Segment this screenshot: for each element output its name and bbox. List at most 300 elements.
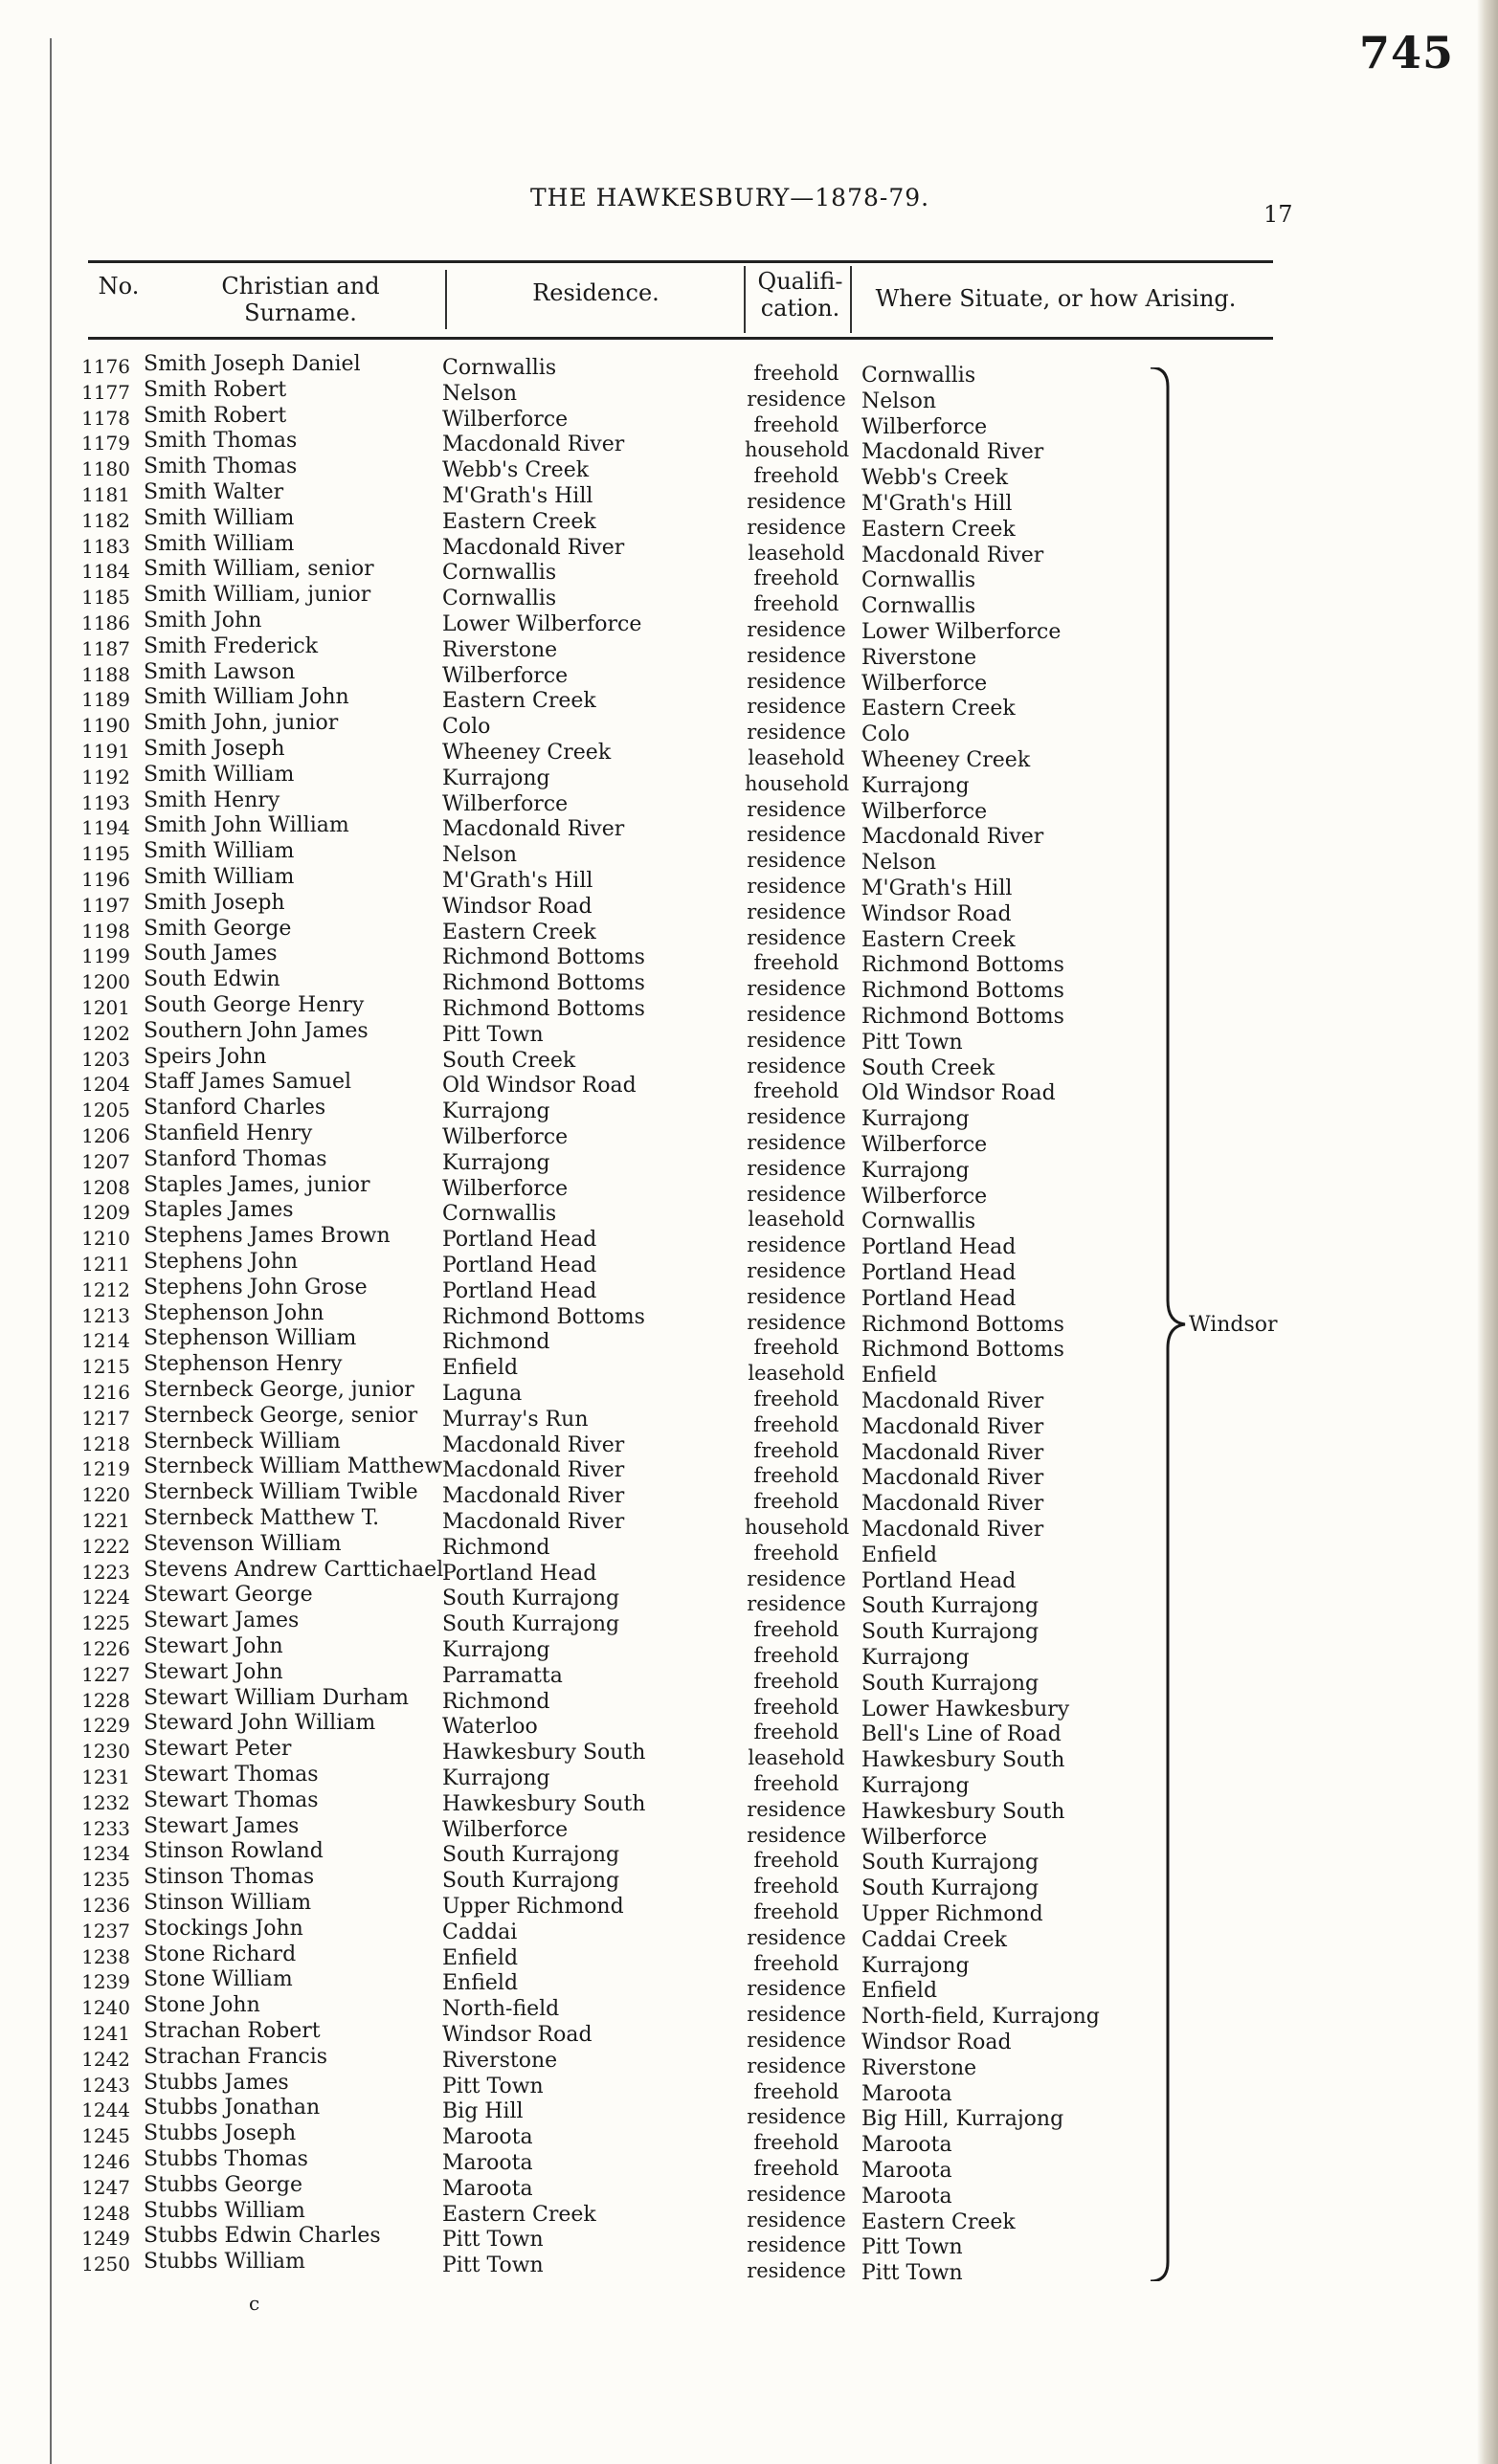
table-row [0, 377, 1263, 413]
entry-where-situate: Old Windsor Road [861, 1081, 1056, 1106]
entry-number: 1210 [81, 1227, 130, 1251]
table-row [0, 455, 1263, 491]
entry-where-situate: Macdonald River [861, 1466, 1044, 1491]
entry-number: 1202 [81, 1021, 130, 1045]
table-row [0, 1224, 1263, 1260]
entry-number: 1233 [81, 1816, 130, 1840]
entry-name: Stewart James [144, 1813, 300, 1838]
entry-where-situate: Windsor Road [861, 901, 1012, 926]
entry-name: Strachan Robert [144, 2019, 321, 2043]
entry-number: 1178 [81, 406, 130, 430]
entry-qualification: household [745, 1516, 850, 1539]
entry-name: Stephens John Grose [144, 1275, 368, 1299]
entry-residence: Kurrajong [442, 1638, 550, 1662]
entry-residence: Maroota [442, 2125, 533, 2150]
table-row [0, 1737, 1263, 1773]
table-row [0, 916, 1263, 952]
table-row [0, 1763, 1263, 1798]
table-row [0, 1583, 1263, 1619]
entry-number: 1206 [81, 1124, 130, 1147]
table-row [0, 1506, 1263, 1542]
entry-where-situate: South Kurrajong [861, 1620, 1040, 1645]
entry-where-situate: Lower Hawkesbury [861, 1697, 1070, 1721]
entry-where-situate: Kurrajong [861, 1158, 970, 1183]
table-row [0, 1787, 1263, 1824]
entry-number: 1227 [81, 1662, 130, 1686]
entry-where-situate: South Kurrajong [861, 1671, 1040, 1696]
entry-name: Stephens John [144, 1250, 299, 1274]
table-row [0, 1172, 1263, 1209]
entry-residence: Pitt Town [442, 2253, 544, 2278]
table-row [0, 993, 1263, 1029]
table-row [0, 1250, 1263, 1285]
entry-residence: Eastern Creek [442, 689, 596, 714]
table-row [0, 1891, 1263, 1926]
entry-name: Sternbeck George, junior [144, 1378, 414, 1402]
entry-qualification: leasehold [748, 541, 845, 565]
entry-residence: M'Grath's Hill [442, 869, 593, 893]
entry-residence: Cornwallis [442, 356, 557, 380]
entry-qualification: leasehold [748, 1362, 845, 1386]
column-header-residence: Residence. [532, 279, 660, 306]
entry-number: 1187 [81, 636, 130, 660]
entry-name: Stephens James Brown [144, 1224, 391, 1249]
entry-number: 1211 [81, 1253, 130, 1276]
entry-qualification: freehold [753, 2079, 839, 2103]
entry-where-situate: Eastern Creek [861, 2209, 1016, 2234]
entry-name: Staples James [144, 1198, 294, 1223]
entry-qualification: residence [747, 2053, 846, 2077]
entry-where-situate: Wilberforce [861, 671, 988, 696]
entry-number: 1235 [81, 1868, 130, 1892]
entry-number: 1241 [81, 2022, 130, 2045]
entry-name: Stone Richard [144, 1942, 297, 1966]
entry-number: 1214 [81, 1329, 130, 1353]
entry-residence: Riverstone [442, 2048, 558, 2073]
entry-qualification: residence [747, 1310, 846, 1334]
entry-residence: Pitt Town [442, 2228, 544, 2253]
entry-name: Stephenson William [144, 1326, 357, 1351]
entry-number: 1247 [81, 2175, 130, 2199]
entry-where-situate: Lower Wilberforce [861, 620, 1062, 644]
entry-residence: Wilberforce [442, 1176, 569, 1201]
entry-name: Stevenson William [144, 1531, 342, 1556]
entry-residence: Wheeney Creek [442, 741, 612, 765]
entry-name: Smith George [144, 916, 292, 941]
entry-number: 1232 [81, 1790, 130, 1814]
entry-where-situate: Macdonald River [861, 1389, 1044, 1413]
table-row [0, 659, 1263, 696]
table-header-rule [88, 337, 1273, 340]
table-row [0, 1967, 1263, 2004]
entry-name: Stinson William [144, 1891, 312, 1915]
table-row [0, 2019, 1263, 2054]
sheet-number: 17 [1263, 201, 1293, 228]
table-row [0, 1865, 1263, 1901]
table-row [0, 2044, 1263, 2080]
entry-qualification: freehold [753, 1618, 839, 1642]
table-row [0, 1378, 1263, 1413]
entry-name: Stewart George [144, 1583, 313, 1608]
entry-qualification: freehold [753, 951, 839, 975]
entry-name: Stewart John [144, 1659, 283, 1684]
table-row [0, 1711, 1263, 1747]
entry-name: Strachan Francis [144, 2044, 328, 2069]
table-row [0, 1429, 1263, 1465]
table-row [0, 1044, 1263, 1080]
entry-where-situate: Cornwallis [861, 594, 976, 619]
right-brace [1149, 367, 1187, 2281]
entry-name: Smith Henry [144, 788, 280, 812]
entry-qualification: residence [747, 669, 846, 693]
entry-qualification: residence [747, 2208, 846, 2231]
table-row [0, 2250, 1263, 2286]
entry-qualification: residence [747, 1797, 846, 1821]
table-row [0, 1634, 1263, 1670]
entry-name: Stone John [144, 1993, 260, 2018]
entry-qualification: freehold [753, 362, 839, 385]
entry-residence: Richmond Bottoms [442, 1304, 645, 1329]
table-row [0, 2070, 1263, 2106]
entry-number: 1195 [81, 842, 130, 866]
entry-qualification: residence [747, 1977, 846, 2001]
entry-residence: Enfield [442, 1356, 519, 1381]
entry-qualification: household [745, 771, 850, 795]
entry-number: 1183 [81, 534, 130, 558]
entry-residence: Wilberforce [442, 663, 569, 688]
entry-qualification: residence [747, 1233, 846, 1257]
entry-number: 1197 [81, 893, 130, 917]
entry-where-situate: Enfield [861, 1364, 938, 1388]
table-row [0, 1275, 1263, 1311]
entry-qualification: residence [747, 1003, 846, 1026]
entry-where-situate: Portland Head [861, 1568, 1017, 1593]
entry-name: Sternbeck George, senior [144, 1403, 418, 1428]
entry-number: 1222 [81, 1534, 130, 1558]
entry-qualification: freehold [753, 1849, 839, 1873]
table-row [0, 531, 1263, 567]
table-row [0, 1839, 1263, 1876]
entry-name: Stewart John [144, 1634, 283, 1658]
entry-qualification: residence [747, 1156, 846, 1180]
entry-residence: South Creek [442, 1048, 576, 1073]
table-row [0, 480, 1263, 516]
entry-residence: Kurrajong [442, 1766, 550, 1790]
table-row [0, 685, 1263, 721]
entry-qualification: residence [747, 695, 846, 719]
entry-name: Stone William [144, 1967, 293, 1992]
entry-name: Sternbeck William [144, 1429, 341, 1454]
entry-number: 1177 [81, 380, 130, 404]
entry-number: 1220 [81, 1483, 130, 1507]
entry-qualification: freehold [753, 1541, 839, 1565]
entry-qualification: residence [747, 925, 846, 949]
entry-name: Stubbs William [144, 2198, 305, 2223]
entry-number: 1189 [81, 688, 130, 712]
entry-where-situate: Cornwallis [861, 568, 976, 593]
entry-number: 1246 [81, 2150, 130, 2173]
entry-residence: Wilberforce [442, 1817, 569, 1842]
entry-qualification: freehold [753, 1951, 839, 1975]
entry-qualification: freehold [753, 1772, 839, 1795]
entry-where-situate: South Kurrajong [861, 1851, 1040, 1876]
entry-residence: Richmond [442, 1689, 550, 1714]
column-header-qualification [752, 268, 848, 322]
entry-where-situate: Eastern Creek [861, 517, 1016, 542]
entry-number: 1250 [81, 2253, 130, 2276]
entry-residence: Pitt Town [442, 2074, 544, 2098]
entry-where-situate: Kurrajong [861, 773, 970, 798]
entry-qualification: residence [747, 899, 846, 923]
entry-number: 1207 [81, 1149, 130, 1173]
entry-residence: Kurrajong [442, 766, 550, 790]
entry-where-situate: Richmond Bottoms [861, 953, 1064, 978]
table-row [0, 737, 1263, 772]
entry-residence: Richmond [442, 1330, 550, 1355]
entry-qualification: residence [747, 1823, 846, 1847]
entry-qualification: residence [747, 977, 846, 1001]
entry-number: 1190 [81, 714, 130, 738]
entry-qualification: residence [747, 1259, 846, 1282]
table-row [0, 788, 1263, 824]
entry-number: 1182 [81, 508, 130, 532]
entry-where-situate: Upper Richmond [861, 1902, 1043, 1926]
column-separator [744, 266, 746, 333]
table-row [0, 633, 1263, 670]
entry-where-situate: Richmond Bottoms [861, 1312, 1064, 1337]
entry-where-situate: Macdonald River [861, 1440, 1044, 1465]
table-row [0, 1121, 1263, 1157]
entry-where-situate: Kurrajong [861, 1646, 970, 1670]
entry-name: Smith William [144, 505, 295, 530]
entry-name: Smith John, junior [144, 711, 339, 736]
entry-name: Smith William [144, 865, 295, 889]
entry-name: Smith William [144, 839, 295, 864]
entry-where-situate: Bell's Line of Road [861, 1722, 1062, 1747]
entry-where-situate: Hawkesbury South [861, 1799, 1065, 1824]
entry-where-situate: Richmond Bottoms [861, 1005, 1064, 1029]
entry-where-situate: M'Grath's Hill [861, 877, 1013, 900]
column-header-name: Christian and Surname. [221, 273, 380, 326]
entry-where-situate: Macdonald River [861, 1414, 1044, 1439]
entry-number: 1239 [81, 1970, 130, 1994]
table-row [0, 942, 1263, 978]
table-row [0, 1146, 1263, 1183]
signature-mark: c [249, 2292, 260, 2315]
entry-residence: Maroota [442, 2176, 533, 2201]
entry-residence: Wilberforce [442, 1125, 569, 1149]
entry-number: 1240 [81, 1996, 130, 2020]
entry-number: 1204 [81, 1073, 130, 1097]
entry-residence: Upper Richmond [442, 1895, 624, 1919]
entry-qualification: residence [747, 1566, 846, 1590]
entry-where-situate: Riverstone [861, 645, 977, 670]
entry-number: 1215 [81, 1355, 130, 1379]
entry-number: 1176 [81, 355, 130, 378]
entry-name: Smith Thomas [144, 455, 298, 479]
entry-residence: Portland Head [442, 1561, 597, 1586]
entry-qualification: residence [747, 2105, 846, 2129]
entry-name: Stubbs Joseph [144, 2121, 297, 2146]
entry-where-situate: M'Grath's Hill [861, 492, 1013, 516]
entry-qualification: leasehold [748, 746, 845, 769]
entry-number: 1192 [81, 765, 130, 788]
entry-residence: Pitt Town [442, 1022, 544, 1047]
entry-number: 1221 [81, 1509, 130, 1532]
entry-residence: M'Grath's Hill [442, 484, 593, 508]
entry-where-situate: Kurrajong [861, 1107, 970, 1132]
entry-where-situate: Macdonald River [861, 825, 1044, 850]
entry-where-situate: Wilberforce [861, 414, 988, 439]
entry-qualification: freehold [753, 2131, 839, 2155]
entry-where-situate: Pitt Town [861, 2261, 963, 2286]
table-row [0, 2224, 1263, 2260]
entry-qualification: residence [747, 515, 846, 539]
entry-residence: South Kurrajong [442, 1869, 620, 1894]
table-row [0, 1096, 1263, 1132]
entry-qualification: residence [747, 1131, 846, 1154]
table-row [0, 1198, 1263, 1234]
table-row [0, 1352, 1263, 1388]
entry-number: 1200 [81, 970, 130, 994]
entry-qualification: residence [747, 849, 846, 873]
table-row [0, 839, 1263, 876]
scanned-page-edge [1477, 0, 1498, 2464]
column-header-no: No. [98, 273, 140, 300]
entry-residence: Enfield [442, 1971, 519, 1996]
table-row [0, 609, 1263, 644]
table-row [0, 711, 1263, 747]
table-row [0, 967, 1263, 1004]
entry-name: Speirs John [144, 1044, 267, 1069]
entry-where-situate: South Kurrajong [861, 1594, 1040, 1619]
entry-residence: Nelson [442, 381, 518, 406]
entry-number: 1208 [81, 1175, 130, 1199]
entry-name: Smith Thomas [144, 429, 298, 454]
entry-residence: Riverstone [442, 637, 558, 662]
entry-number: 1244 [81, 2098, 130, 2122]
entry-number: 1188 [81, 662, 130, 686]
entry-number: 1230 [81, 1740, 130, 1764]
entry-name: Stevens Andrew Carttichael [144, 1557, 444, 1582]
entry-name: Staff James Samuel [144, 1070, 352, 1095]
entry-qualification: freehold [753, 566, 839, 590]
entry-qualification: freehold [753, 1412, 839, 1436]
entry-name: Smith Frederick [144, 633, 319, 658]
entry-where-situate: Enfield [861, 1979, 938, 2004]
table-row [0, 429, 1263, 465]
entry-name: Smith William, senior [144, 557, 374, 582]
entry-number: 1216 [81, 1381, 130, 1404]
table-row [0, 1326, 1263, 1363]
column-header-qualification-line2: cation. [760, 295, 840, 322]
table-row [0, 583, 1263, 619]
entry-name: Smith William [144, 531, 295, 556]
entry-number: 1201 [81, 996, 130, 1019]
entry-name: Stanford Charles [144, 1096, 326, 1121]
entry-number: 1205 [81, 1099, 130, 1122]
entry-number: 1219 [81, 1457, 130, 1481]
table-row [0, 1480, 1263, 1517]
entry-residence: Hawkesbury South [442, 1791, 646, 1816]
entry-number: 1179 [81, 432, 130, 455]
entry-qualification: residence [747, 1054, 846, 1077]
entry-number: 1226 [81, 1637, 130, 1660]
entry-qualification: residence [747, 643, 846, 667]
entry-number: 1236 [81, 1894, 130, 1917]
entry-number: 1224 [81, 1586, 130, 1609]
entry-qualification: residence [747, 490, 846, 513]
entry-residence: Laguna [442, 1382, 523, 1406]
table-row [0, 1531, 1263, 1567]
table-row [0, 2172, 1263, 2209]
entry-qualification: freehold [753, 1695, 839, 1719]
entry-where-situate: South Creek [861, 1055, 995, 1080]
entry-number: 1198 [81, 919, 130, 943]
entry-where-situate: Kurrajong [861, 1953, 970, 1978]
page-title: THE HAWKESBURY—1878-79. [530, 184, 930, 211]
entry-residence: Parramatta [442, 1663, 563, 1688]
entry-qualification: residence [747, 1105, 846, 1129]
table-row [0, 352, 1263, 388]
entry-number: 1191 [81, 740, 130, 763]
entry-qualification: freehold [753, 592, 839, 616]
table-row [0, 1403, 1263, 1439]
entry-number: 1225 [81, 1611, 130, 1635]
entry-name: Smith Joseph Daniel [144, 352, 361, 376]
entry-qualification: freehold [753, 412, 839, 436]
entry-qualification: freehold [753, 1669, 839, 1693]
page-number: 745 [1359, 27, 1455, 78]
entry-number: 1194 [81, 816, 130, 840]
entry-qualification: residence [747, 2259, 846, 2283]
entry-qualification: leasehold [748, 1746, 845, 1770]
entry-where-situate: Portland Head [861, 1261, 1017, 1285]
entry-residence: Macdonald River [442, 433, 625, 457]
bracket-label: Windsor [1189, 1313, 1278, 1337]
entry-name: Sternbeck William Twible [144, 1480, 418, 1505]
entry-name: Smith William John [144, 685, 349, 710]
entry-where-situate: Macdonald River [861, 1518, 1044, 1542]
entry-qualification: freehold [753, 1336, 839, 1360]
column-separator [445, 270, 447, 329]
entry-qualification: leasehold [748, 1208, 845, 1232]
entry-name: Stewart William Durham [144, 1685, 410, 1710]
entry-number: 1180 [81, 457, 130, 481]
entry-residence: Portland Head [442, 1278, 597, 1303]
entry-residence: South Kurrajong [442, 1843, 620, 1868]
table-row [0, 2147, 1263, 2183]
entry-name: Steward John William [144, 1711, 376, 1736]
entry-qualification: residence [747, 2003, 846, 2027]
entry-number: 1218 [81, 1432, 130, 1455]
entry-name: Smith Robert [144, 403, 287, 428]
table-row [0, 1942, 1263, 1978]
entry-name: Stinson Thomas [144, 1865, 315, 1890]
entry-number: 1223 [81, 1560, 130, 1584]
entry-where-situate: Webb's Creek [861, 466, 1009, 491]
entry-qualification: freehold [753, 1875, 839, 1898]
entry-number: 1184 [81, 560, 130, 584]
entry-where-situate: Nelson [861, 851, 937, 876]
entry-where-situate: Wilberforce [861, 799, 988, 824]
table-row [0, 1659, 1263, 1696]
entry-residence: Macdonald River [442, 1484, 625, 1509]
entry-residence: Richmond [442, 1535, 550, 1560]
entry-qualification: residence [747, 1925, 846, 1949]
entry-number: 1229 [81, 1714, 130, 1738]
entry-residence: Waterloo [442, 1715, 538, 1740]
